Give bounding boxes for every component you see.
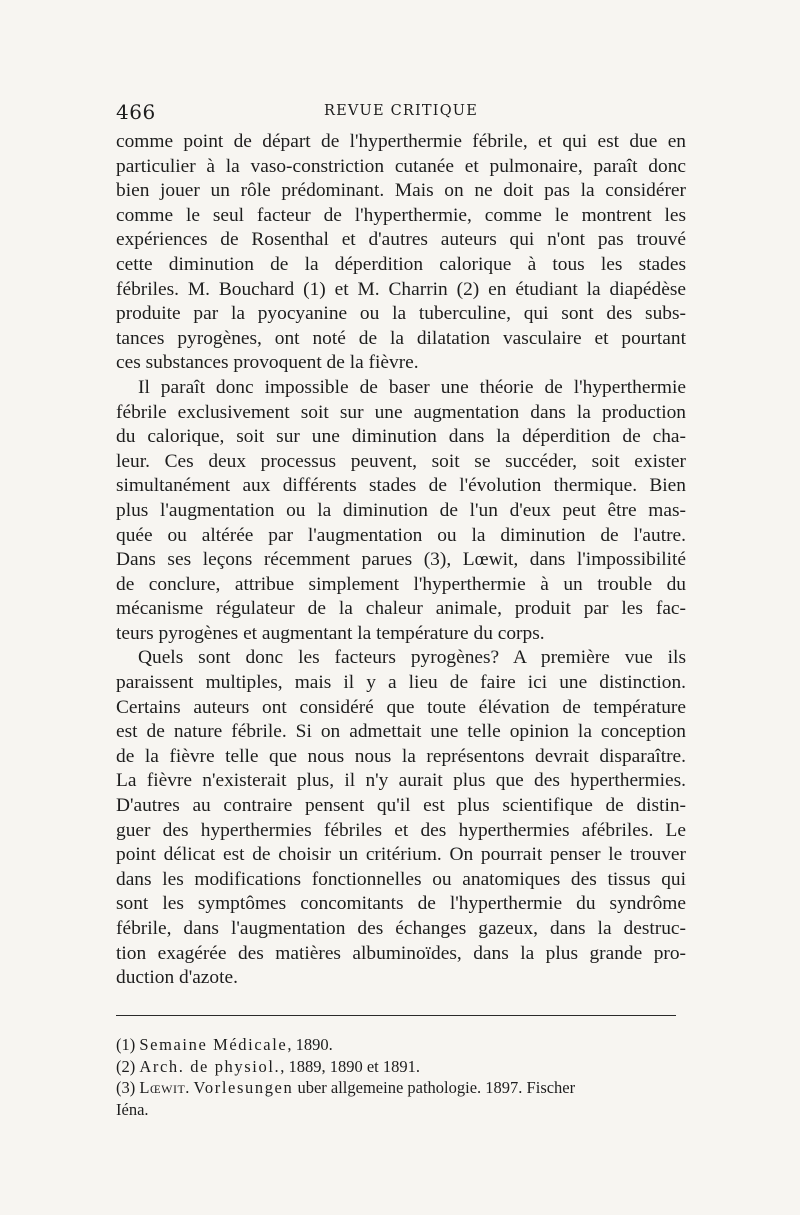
text-line: de conclure, attribue simplement l'hyperthermie à un trouble du [116,573,686,595]
footnote-3 [116,1077,688,1099]
footnote-separator: . [185,1078,194,1097]
text-line: expériences de Rosenthal et d'autres auteurs qui n'ont pas trouvé [116,229,686,251]
text-line: comme point de départ de l'hyperthermie fébrile, et qui est due en [116,131,686,152]
text-line: leur. Ces deux processus peuvent, soit se succéder, soit exister [116,450,686,472]
footnote-number: (3) [116,1078,136,1097]
text-line: tances pyrogènes, ont noté de la dilatation vasculaire et pourtant [116,327,686,349]
footnote-detail: , 1889, 1890 et 1891. [280,1056,421,1076]
text-line: de la fièvre telle que nous nous la représentons devrait disparaître. [116,745,686,767]
text-line: teurs pyrogènes et augmentant la température du corps. [116,622,545,644]
text-line: simultanément aux différents stades de l'évolution thermique. Bien [116,475,686,497]
footnote-number: (2) [116,1056,136,1076]
footnote-source: Vorlesungen [193,1078,294,1097]
text-line: fébrile exclusivement soit sur une augmentation dans la production [116,401,686,423]
paragraph-2 [116,376,686,647]
footnote-source: Arch. de physiol. [139,1056,281,1076]
text-line: produite par la pyocyanine ou la tuberculine, qui sont des subs- [116,303,686,325]
footnote-1 [116,1034,688,1056]
text-line: fébriles. M. Bouchard (1) et M. Charrin (2) en étudiant la diapédèse [116,278,686,300]
text-line: comme le seul facteur de l'hyperthermie, comme le montrent les [116,204,686,226]
paragraph-1 [116,130,686,376]
footnote-source: Semaine Médicale [139,1035,288,1054]
text-line: point délicat est de choisir un critérium. On pourrait penser le trouver [116,844,686,866]
text-line: particulier à la vaso-constriction cutanée et pulmonaire, paraît donc [116,155,686,177]
text-line: D'autres au contraire pensent qu'il est plus scientifique de distin- [116,795,686,817]
text-line: dans les modifications fonctionnelles ou anatomiques des tissus qui [116,868,686,890]
text-line: Certains auteurs ont considéré que toute élévation de température [116,696,686,718]
text-line: duction d'azote. [116,967,238,989]
footnote-detail: , 1890. [287,1035,333,1054]
text-line: fébrile, dans l'augmentation des échanges gazeux, dans la destruc- [116,918,686,939]
body-text [116,130,686,991]
text-line: du calorique, soit sur une diminution dans la déperdition de cha- [116,426,686,448]
text-line: sont les symptômes concomitants de l'hyperthermie du syndrôme [116,893,686,915]
text-line: Dans ses leçons récemment parues (3), Lœwit, dans l'impossibilité [116,549,686,571]
footnote-author: Lœwit [139,1078,186,1097]
paragraph-3 [116,646,686,990]
footnote-3-continuation: Iéna. [116,1099,149,1119]
footnote-2 [116,1056,688,1078]
text-line: tion exagérée des matières albuminoïdes, dans la plus grande pro- [116,942,686,964]
text-line: bien jouer un rôle prédominant. Mais on ne doit pas la considérer [116,180,686,202]
text-line: guer des hyperthermies fébriles et des hyperthermies afébriles. Le [116,819,686,841]
text-line: quée ou altérée par l'augmentation ou la diminution de l'autre. [116,524,686,546]
text-line: mécanisme régulateur de la chaleur animale, produit par les fac- [116,598,686,620]
footnote-number: (1) [116,1035,136,1054]
footnote-rule [116,1015,676,1016]
text-line: est de nature fébrile. Si on admettait une telle opinion la conception [116,721,686,743]
footnote-detail: uber allgemeine pathologie. 1897. Fischer [293,1078,576,1097]
footnotes [116,1034,688,1120]
text-line: paraissent multiples, mais il y a lieu de faire ici une distinction. [116,672,686,694]
page-number: 466 [116,100,156,124]
text-line: La fièvre n'existerait plus, il n'y aurait plus que des hyperthermies. [116,770,686,792]
running-head: REVUE CRITIQUE [323,103,479,119]
text-line: Il paraît donc impossible de baser une théorie de l'hyperthermie [138,376,686,398]
text-line: ces substances provoquent de la fièvre. [116,352,419,374]
page-header [116,100,686,124]
text-line: cette diminution de la déperdition calorique à tous les stades [116,253,686,275]
text-line: plus l'augmentation ou la diminution de l'un d'eux peut être mas- [116,499,686,521]
text-line: Quels sont donc les facteurs pyrogènes? A première vue ils [138,647,686,669]
